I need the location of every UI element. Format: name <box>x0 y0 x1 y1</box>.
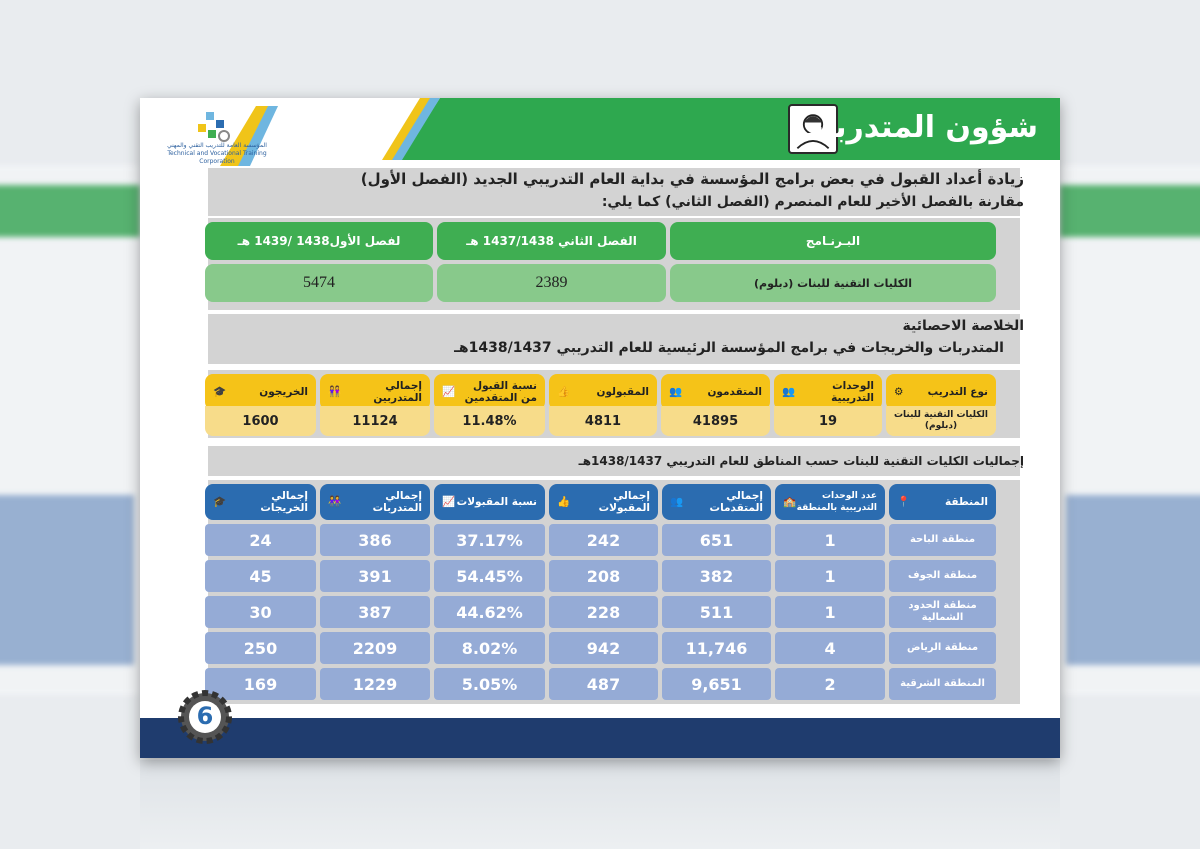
slide-reflection <box>140 760 1060 849</box>
region-acceptance-rate: 54.45% <box>434 560 545 592</box>
stats-value-total-trainees: 11124 <box>320 406 430 436</box>
stats-header-accepted <box>549 374 657 410</box>
stats-header-units <box>774 374 882 410</box>
stats-header-training-type-label: نوع التدريب <box>927 386 988 398</box>
region-units: 1 <box>775 524 885 556</box>
compare-header-program: البـرنـامج <box>670 222 996 260</box>
logo-text: المؤسسة العامة للتدريب التقني والمهني Technical and Vocational Training Corporation <box>167 142 267 165</box>
trend-up-icon: 📈 <box>442 386 456 398</box>
region-graduates: 169 <box>205 668 316 700</box>
group-icon: 👥 <box>670 496 684 508</box>
footer-bar <box>140 718 1060 758</box>
stats-value-accepted: 4811 <box>549 406 657 436</box>
stats-header-training-type <box>886 374 996 410</box>
gears-icon: ⚙ <box>894 386 904 398</box>
region-graduates: 30 <box>205 596 316 628</box>
stats-header-acceptance-rate-label: نسبة القبول من المتقدمين <box>464 380 537 404</box>
regions-header-region-label: المنطقة <box>944 496 988 508</box>
trend-up-icon: 📈 <box>442 496 456 508</box>
stats-subtitle: المتدربات والخريجات في برامج المؤسسة الرئيسية للعام التدريبي 1438/1437هـ <box>454 340 1004 356</box>
regions-header-applicants-label: إجمالي المتقدمات <box>709 490 763 514</box>
graduation-cap-icon: 🎓 <box>213 496 227 508</box>
region-name: منطقة الجوف <box>889 560 996 592</box>
region-trainees: 387 <box>320 596 430 628</box>
intro-line-2: مقارنة بالفصل الأخير للعام المنصرم (الفصل الثاني) كما يلي: <box>601 194 1024 210</box>
region-applicants: 511 <box>662 596 771 628</box>
regions-header-accepted-label: إجمالي المقبولات <box>598 490 650 514</box>
stats-value-training-type: الكليات التقنية للبنات (دبلوم) <box>886 406 996 436</box>
region-acceptance-rate: 5.05% <box>434 668 545 700</box>
stats-title: الخلاصة الاحصائية <box>902 318 1024 334</box>
regions-header-trainees <box>320 484 430 520</box>
stats-header-graduates-label: الخريجون <box>259 386 308 398</box>
compare-program-value: الكليات التقنية للبنات (دبلوم) <box>670 264 996 302</box>
region-units: 1 <box>775 560 885 592</box>
header-bar <box>440 98 1060 160</box>
stats-header-total-trainees <box>320 374 430 410</box>
region-acceptance-rate: 8.02% <box>434 632 545 664</box>
region-accepted: 242 <box>549 524 658 556</box>
region-accepted: 208 <box>549 560 658 592</box>
women-icon: 👭 <box>328 386 342 398</box>
compare-semester-1-value: 5474 <box>205 264 433 302</box>
regions-header-applicants <box>662 484 771 520</box>
people-icon: 👥 <box>782 386 796 398</box>
thumbs-up-icon: 👍 <box>557 496 571 508</box>
region-accepted: 487 <box>549 668 658 700</box>
region-name: المنطقة الشرقية <box>889 668 996 700</box>
region-applicants: 9,651 <box>662 668 771 700</box>
region-units: 4 <box>775 632 885 664</box>
region-name: منطقة الحدود الشمالية <box>889 596 996 628</box>
stats-header-applicants-label: المتقدمون <box>707 386 762 398</box>
regions-header-trainees-label: إجمالي المتدربات <box>372 490 422 514</box>
regions-header-graduates-label: إجمالي الخريجات <box>260 490 308 514</box>
compare-semester-2-value: 2389 <box>437 264 666 302</box>
background-slide-left <box>0 165 140 695</box>
region-name: منطقة الرياض <box>889 632 996 664</box>
region-units: 2 <box>775 668 885 700</box>
region-acceptance-rate: 44.62% <box>434 596 545 628</box>
stats-header-applicants <box>661 374 770 410</box>
map-pin-icon: 📍 <box>897 496 911 508</box>
region-trainees: 1229 <box>320 668 430 700</box>
graduation-cap-icon: 🎓 <box>213 386 227 398</box>
region-trainees: 386 <box>320 524 430 556</box>
regions-header-units <box>775 484 885 520</box>
region-units: 1 <box>775 596 885 628</box>
group-icon: 👥 <box>669 386 683 398</box>
region-graduates: 45 <box>205 560 316 592</box>
stats-header-accepted-label: المقبولون <box>596 386 649 398</box>
regions-header-acceptance-rate <box>434 484 545 520</box>
region-trainees: 2209 <box>320 632 430 664</box>
stats-value-graduates: 1600 <box>205 406 316 436</box>
stats-header-graduates <box>205 374 316 410</box>
background-slide-right <box>1060 165 1200 695</box>
stats-title-bar <box>208 314 1020 364</box>
page-number-gear-icon <box>176 688 234 746</box>
compare-header-semester-1: لفصل الأول1438 /1439 هـ <box>205 222 433 260</box>
region-accepted: 942 <box>549 632 658 664</box>
page-title: شؤون المتدربات <box>793 110 1038 145</box>
region-name: منطقة الباحة <box>889 524 996 556</box>
stats-header-acceptance-rate <box>434 374 545 410</box>
region-acceptance-rate: 37.17% <box>434 524 545 556</box>
region-applicants: 651 <box>662 524 771 556</box>
regions-header-region <box>889 484 996 520</box>
region-applicants: 11,746 <box>662 632 771 664</box>
regions-header-units-label: عدد الوحدات التدريبية بالمنطقة <box>796 491 877 513</box>
stats-value-acceptance-rate: 11.48% <box>434 406 545 436</box>
thumbs-up-icon: 👍 <box>557 386 571 398</box>
stats-value-units: 19 <box>774 406 882 436</box>
region-graduates: 250 <box>205 632 316 664</box>
stats-header-total-trainees-label: إجمالي المتدربين <box>373 380 422 404</box>
region-accepted: 228 <box>549 596 658 628</box>
women-icon: 👭 <box>328 496 342 508</box>
stats-value-applicants: 41895 <box>661 406 770 436</box>
intro-line-1: زيادة أعداد القبول في بعض برامج المؤسسة في بداية العام التدريبي الجديد (الفصل الأول) <box>360 170 1024 188</box>
regions-header-graduates <box>205 484 316 520</box>
region-trainees: 391 <box>320 560 430 592</box>
regions-title: إجماليات الكليات التقنية للبنات حسب المناطق للعام التدريبي 1438/1437هـ <box>578 454 1024 468</box>
slide <box>140 98 1060 758</box>
stats-header-units-label: الوحدات التدريبية <box>831 380 874 404</box>
header-stripes <box>370 98 490 160</box>
page-number: 6 <box>196 702 214 730</box>
regions-header-acceptance-rate-label: نسبة المقبولات <box>456 496 537 508</box>
region-graduates: 24 <box>205 524 316 556</box>
compare-header-semester-2: الفصل الثاني 1437/1438 هـ <box>437 222 666 260</box>
building-icon: 🏫 <box>783 496 797 508</box>
region-applicants: 382 <box>662 560 771 592</box>
regions-header-accepted <box>549 484 658 520</box>
